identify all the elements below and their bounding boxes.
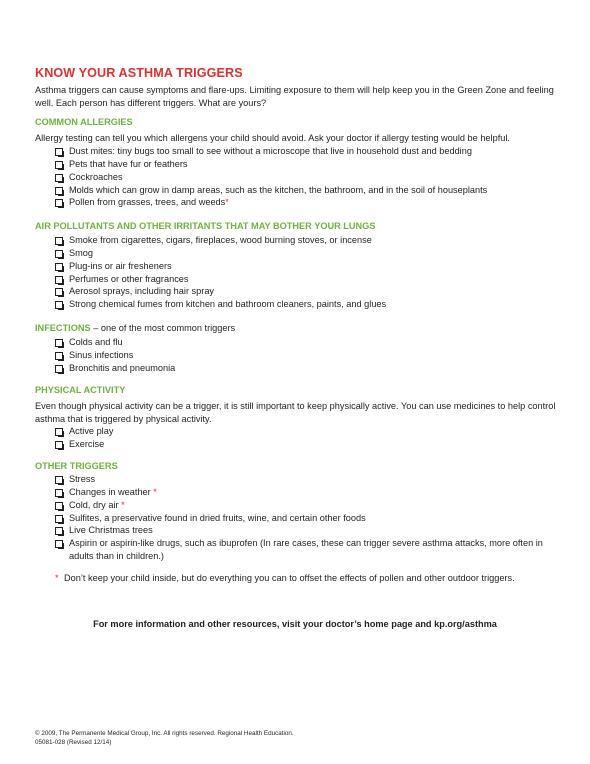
copyright-text: © 2009, The Permanente Medical Group, Inc. All rights reserved. Regional Health Education.: [35, 730, 294, 737]
physical-activity-text: Even though physical activity can be a trigger, it is still important to keep physically active. You can use medicines to help control asthma that is triggered by physical activity.: [35, 401, 556, 424]
checkbox-icon: [55, 174, 63, 182]
list-item: Dust mites: tiny bugs too small to see without a microscope that live in household dust and bedding: [55, 145, 545, 158]
list-item: Strong chemical fumes from kitchen and bathroom cleaners, paints, and glues: [55, 298, 545, 311]
list-item: Molds which can grow in damp areas, such as the kitchen, the bathroom, and in the soil of houseplants: [55, 184, 545, 197]
legal-footer: [35, 730, 294, 747]
checkbox-icon: [55, 540, 63, 548]
list-item: Sinus infections: [55, 349, 545, 362]
physical-activity-heading: PHYSICAL ACTIVITY: [35, 385, 126, 395]
checkbox-icon: [55, 352, 63, 360]
checkbox-icon: [55, 428, 63, 436]
list-item: Plug-ins or air fresheners: [55, 260, 545, 273]
checkbox-icon: [55, 441, 63, 449]
checkbox-icon: [55, 250, 63, 258]
asterisk-marker: *: [225, 197, 229, 208]
list-item: Colds and flu: [55, 336, 545, 349]
list-item: Pets that have fur or feathers: [55, 158, 545, 171]
checkbox-icon: [55, 365, 63, 373]
other-triggers-list: [55, 473, 545, 563]
checkbox-icon: [55, 489, 63, 497]
list-item: Aspirin or aspirin-like drugs, such as ibuprofen (In rare cases, these can trigger severe asthma attacks, more often in adults than in children.): [55, 537, 545, 563]
list-item: Bronchitis and pneumonia: [55, 362, 545, 375]
list-item: Cockroaches: [55, 171, 545, 184]
list-item: Smog: [55, 247, 545, 260]
checkbox-icon: [55, 527, 63, 535]
asterisk-marker: *: [121, 499, 125, 510]
asterisk-marker: *: [55, 573, 59, 583]
air-pollutants-list: [55, 234, 545, 311]
checkbox-icon: [55, 339, 63, 347]
checkbox-icon: [55, 301, 63, 309]
checkbox-icon: [55, 288, 63, 296]
list-item: Cold, dry air *: [55, 499, 545, 512]
checkbox-icon: [55, 199, 63, 207]
checkbox-icon: [55, 476, 63, 484]
infections-heading: INFECTIONS – one of the most common triggers: [35, 323, 236, 333]
list-item: Aerosol sprays, including hair spray: [55, 285, 545, 298]
asterisk-marker: *: [153, 486, 157, 497]
list-item: Sulfites, a preservative found in dried fruits, wine, and certain other foods: [55, 512, 545, 525]
common-allergies-text: Allergy testing can tell you which allergens your child should avoid. Ask your doctor if allergy testing would be helpful.: [35, 133, 510, 143]
air-pollutants-heading: AIR POLLUTANTS AND OTHER IRRITANTS THAT MAY BOTHER YOUR LUNGS: [35, 221, 376, 231]
checkbox-icon: [55, 502, 63, 510]
list-item: Live Christmas trees: [55, 524, 545, 537]
checkbox-icon: [55, 161, 63, 169]
more-info-line: For more information and other resources, visit your doctor’s home page and kp.org/asthma: [93, 619, 497, 629]
document-code: 05081-028 (Revised 12/14): [35, 738, 112, 746]
infections-list: [55, 336, 545, 375]
infections-note: – one of the most common triggers: [90, 323, 236, 333]
page-title: KNOW YOUR ASTHMA TRIGGERS: [35, 66, 243, 80]
list-item: Stress: [55, 473, 545, 486]
checkbox-icon: [55, 263, 63, 271]
checkbox-icon: [55, 276, 63, 284]
list-item: Smoke from cigarettes, cigars, fireplaces, wood burning stoves, or incense: [55, 234, 545, 247]
list-item: Changes in weather *: [55, 486, 545, 499]
list-item: Exercise: [55, 438, 545, 451]
list-item: Active play: [55, 425, 545, 438]
checkbox-icon: [55, 237, 63, 245]
checkbox-icon: [55, 515, 63, 523]
footnote-text: Don’t keep your child inside, but do everything you can to offset the effects of pollen and other outdoor triggers.: [64, 573, 515, 583]
checkbox-icon: [55, 148, 63, 156]
intro-paragraph: Asthma triggers can cause symptoms and flare-ups. Limiting exposure to them will help keep you in the Green Zone and feeling well. Each person has different triggers. What are yours?: [35, 85, 554, 108]
common-allergies-list: [55, 145, 545, 209]
physical-activity-list: [55, 425, 545, 451]
list-item: Pollen from grasses, trees, and weeds*: [55, 196, 545, 209]
common-allergies-heading: COMMON ALLERGIES: [35, 117, 133, 127]
other-triggers-heading: OTHER TRIGGERS: [35, 461, 118, 471]
list-item: Perfumes or other fragrances: [55, 273, 545, 286]
checkbox-icon: [55, 187, 63, 195]
footnote: [55, 572, 535, 585]
